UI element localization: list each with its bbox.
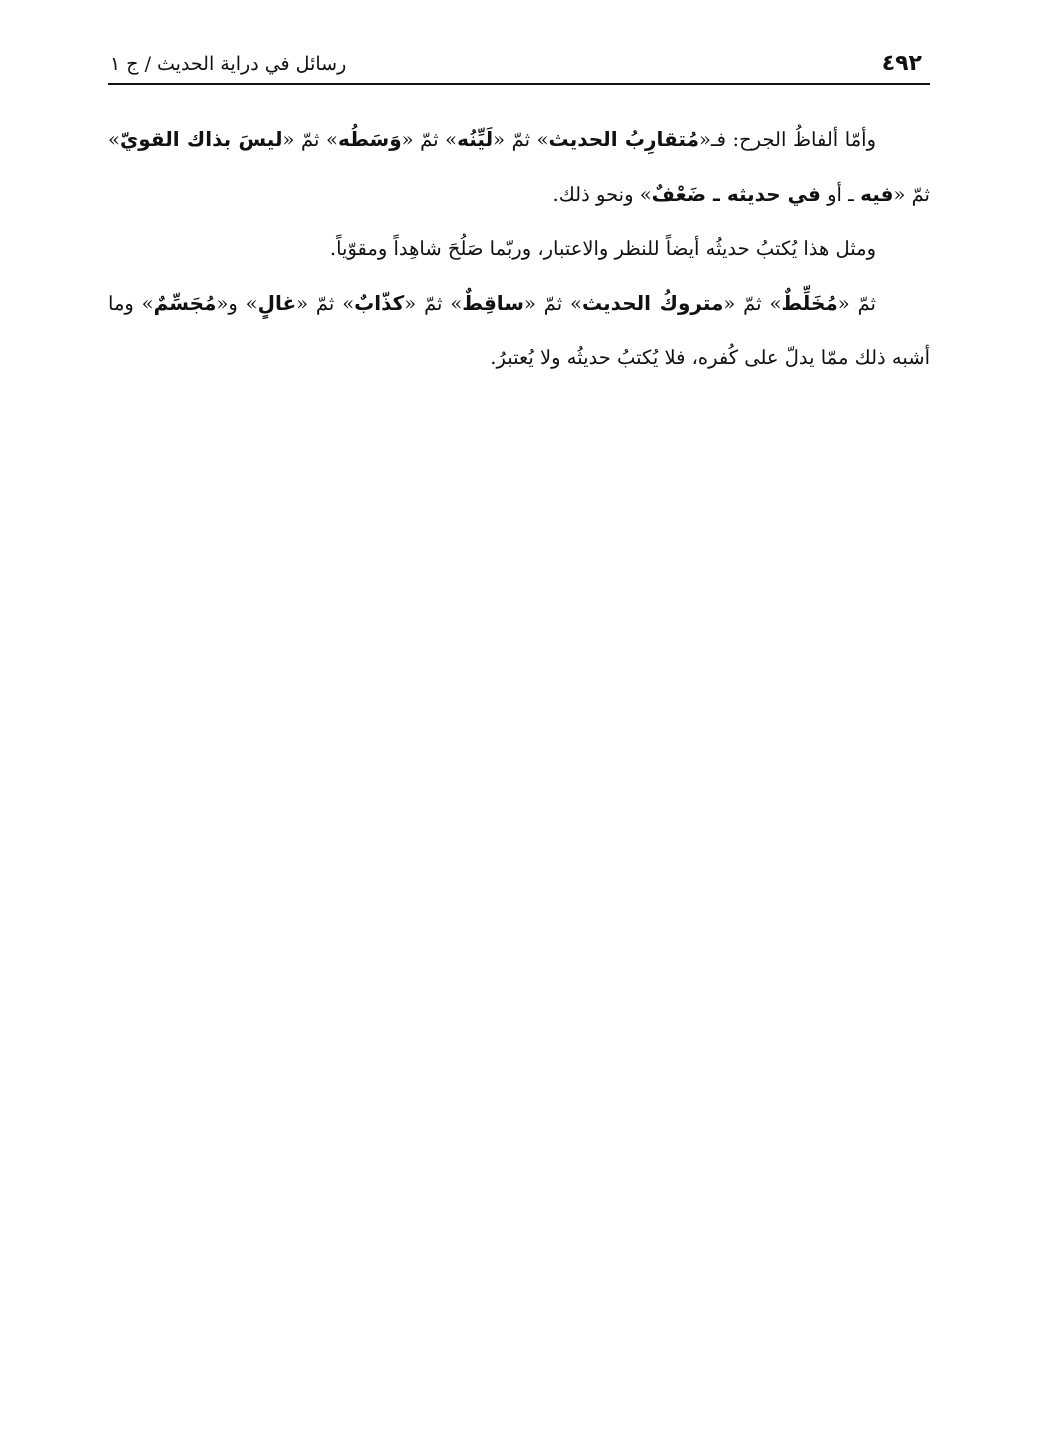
jarh-term: في حديثه ـ ضَعْفٌ	[651, 182, 821, 206]
paragraph-jarh-terms	[108, 112, 930, 222]
running-header	[108, 40, 930, 80]
text-run: » ثمّ «	[296, 292, 355, 315]
text-run: » ونحو ذلك.	[552, 183, 652, 206]
text-run: ـ أو	[820, 183, 861, 206]
jarh-term: فيه	[860, 182, 894, 206]
text-run: » ثمّ «	[493, 128, 549, 151]
text-run: » ثمّ «	[723, 292, 782, 315]
jarh-term: وَسَطُه	[337, 127, 402, 151]
text-run: » و«	[216, 292, 258, 315]
text-run: » ثمّ «	[108, 128, 930, 206]
text-run: وأمّا ألفاظُ الجرح: فـ«	[698, 128, 876, 151]
jarh-term: مُتقارِبُ الحديث	[548, 127, 699, 151]
text-run: » ثمّ «	[282, 128, 338, 151]
jarh-term: متروكُ الحديث	[581, 291, 724, 315]
paragraph-severe-jarh	[108, 276, 930, 385]
text-run: ثمّ «	[837, 292, 876, 315]
page-number: ٤٩٢	[881, 51, 922, 76]
jarh-term: مُخَلِّطٌ	[781, 291, 838, 315]
jarh-term: لَيِّنُه	[457, 127, 494, 151]
jarh-term: مُجَسِّمٌ	[153, 291, 217, 315]
jarh-term: كذّابٌ	[354, 291, 405, 315]
header-rule	[108, 83, 930, 85]
running-title: رسائل في دراية الحديث / ج ١	[110, 53, 347, 75]
jarh-term: ساقِطٌ	[462, 291, 524, 315]
book-page	[108, 0, 930, 1449]
text-run: » ثمّ «	[401, 128, 458, 151]
text-run: » وما أشبه ذلك ممّا يدلّ على كُفره، فلا يُكتبُ حديثُه ولا يُعتبرُ.	[108, 292, 930, 369]
text-run: » ثمّ «	[523, 292, 582, 315]
paragraph-writing-hadith	[108, 222, 930, 276]
jarh-term: ليسَ بذاك القويّ	[119, 127, 283, 151]
jarh-term: غالٍ	[257, 291, 297, 315]
text-run: » ثمّ «	[404, 292, 463, 315]
text-run: ومثل هذا يُكتبُ حديثُه أيضاً للنظر والاعتبار، وربّما صَلُحَ شاهِداً ومقوّياً.	[329, 237, 876, 260]
body-text	[108, 112, 930, 385]
